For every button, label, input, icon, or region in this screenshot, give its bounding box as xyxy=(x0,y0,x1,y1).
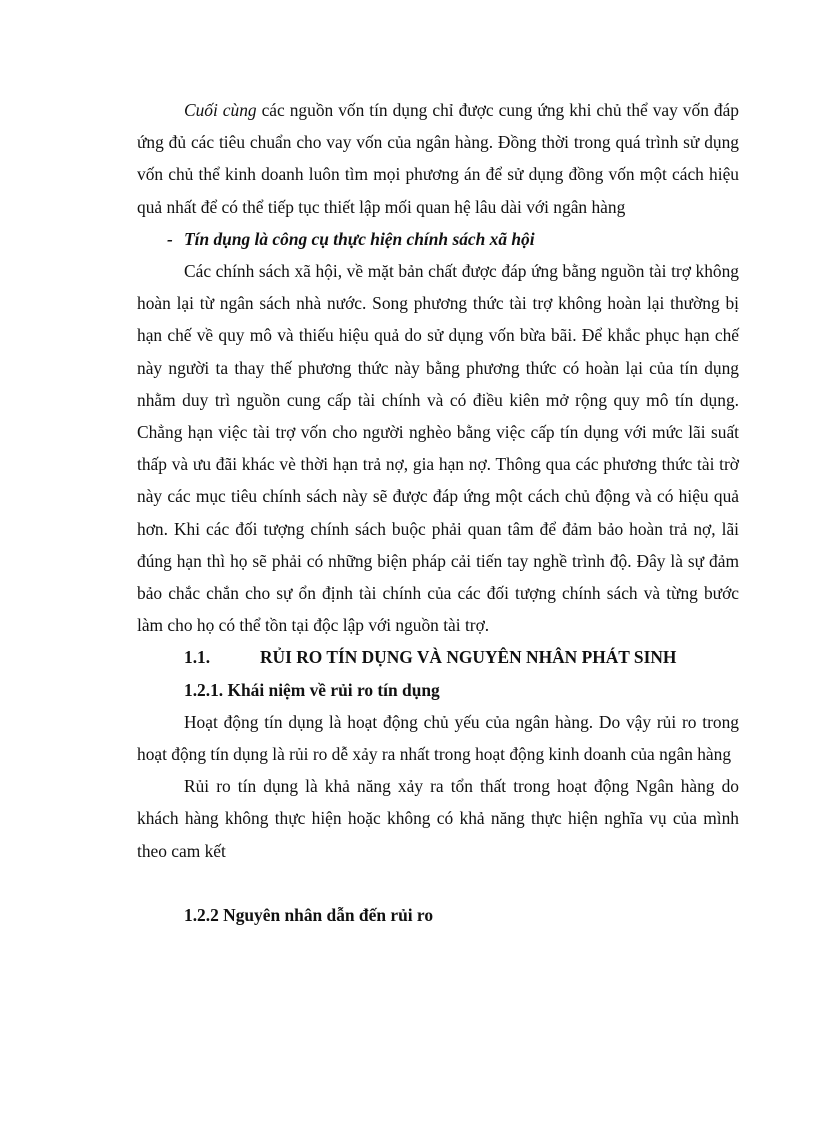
bullet-heading xyxy=(137,223,739,255)
paragraph-credit-activity: Hoạt động tín dụng là hoạt động chủ yếu của ngân hàng. Do vậy rủi ro trong hoạt động tín dụng là rủi ro dễ xảy ra nhất trong hoạt động kinh doanh của ngân hàng xyxy=(137,711,739,765)
paragraph-final-condition xyxy=(137,94,739,223)
document-page xyxy=(137,94,739,931)
bullet-heading-text: Tín dụng là công cụ thực hiện chính sách xã hội xyxy=(184,228,535,249)
subheading-risk-causes: 1.2.2 Nguyên nhân dẫn đến rủi ro xyxy=(184,904,434,925)
paragraph-body: các nguồn vốn tín dụng chỉ được cung ứng khi chủ thể vay vốn đáp ứng đủ các tiêu chuẩn cho vay vốn của ngân hàng. Đồng thời trong quá trình sử dụng vốn chủ thể kinh doanh luôn tìm mọi phương án để sử dụng đồng vốn một cách hiệu quả nhất để có thể tiếp tục thiết lập mối quan hệ lâu dài với ngân hàng xyxy=(137,100,739,217)
paragraph-credit-risk-definition: Rủi ro tín dụng là khả năng xảy ra tổn thất trong hoạt động Ngân hàng do khách hàng không thực hiện hoặc không có khả năng thực hiện nghĩa vụ của mình theo cam kết xyxy=(137,776,739,861)
section-heading xyxy=(137,641,739,673)
section-number: 1.1. xyxy=(184,647,211,668)
section-title: RỦI RO TÍN DỤNG VÀ NGUYÊN NHÂN PHÁT SINH xyxy=(260,647,677,668)
subheading-credit-risk-concept: 1.2.1. Khái niệm về rủi ro tín dụng xyxy=(184,679,440,700)
blank-line xyxy=(137,867,739,899)
bullet-dash: - xyxy=(167,228,173,249)
paragraph-social-policy: Các chính sách xã hội, về mặt bản chất được đáp ứng bằng nguồn tài trợ không hoàn lại từ ngân sách nhà nước. Song phương thức tài trợ không hoàn lại thường bị hạn chế về quy mô và thiếu hiệu quả do sử dụng vốn bừa bãi. Để khắc phục hạn chế này người ta thay thế phương thức này bằng phương thức có hoàn lại của tín dụng nhằm duy trì nguồn cung cấp tài chính và có điều kiên mở rộng quy mô tín dụng. Chẳng hạn việc tài trợ vốn cho người nghèo bằng việc cấp tín dụng với mức lãi suất thấp và ưu đãi khác vè thời hạn trả nợ, gia hạn nợ. Thông qua các phương thức tài trờ này các mục tiêu chính sách này sẽ được đáp ứng một cách chủ động và có hiệu quả hơn. Khi các đối tượng chính sách buộc phải quan tâm để đảm bảo hoàn trả nợ, lãi đúng hạn thì họ sẽ phải có những biện pháp cải tiến tay nghề trình độ. Đây là sự đảm bảo chắc chắn cho sự ổn định tài chính của các đối tượng chính sách và từng bước làm cho họ có thể tồn tại độc lập với nguồn tài trợ. xyxy=(137,261,739,636)
paragraph-lead-italic: Cuối cùng xyxy=(184,100,257,120)
